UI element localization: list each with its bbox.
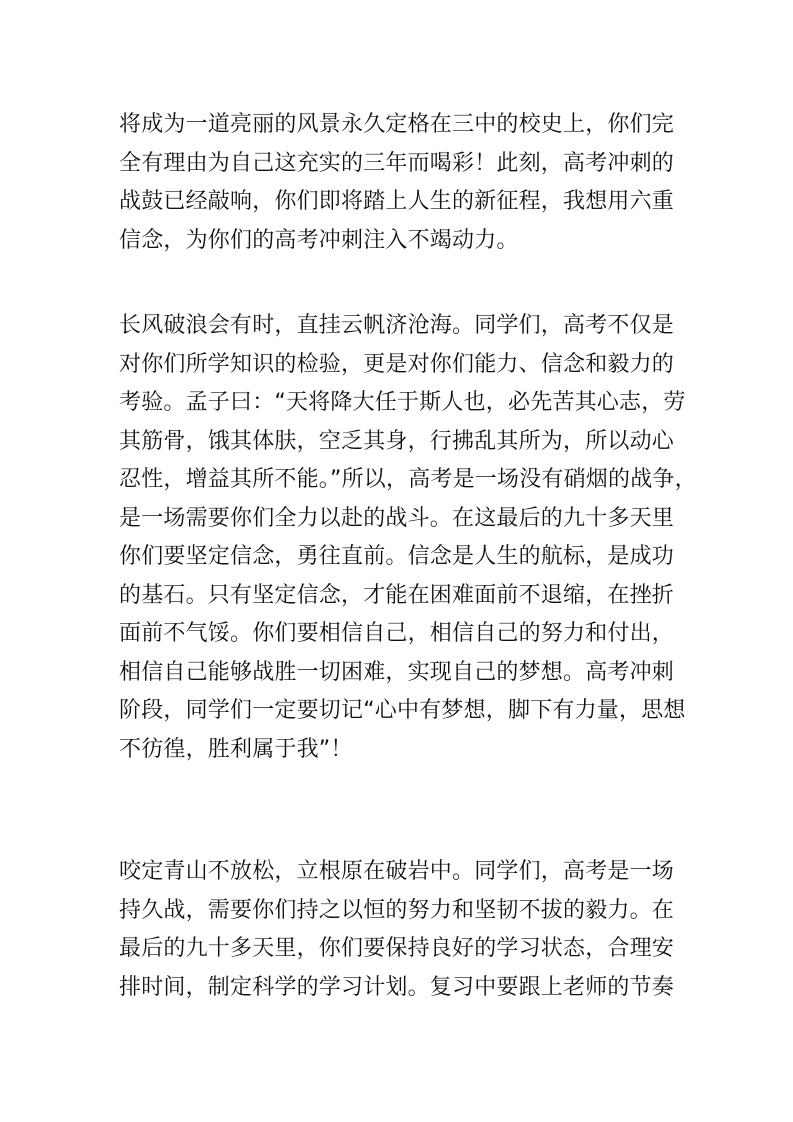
text-line: 最后的九十多天里，你们要保持良好的学习状态，合理安	[119, 936, 675, 961]
text-line: 战鼓已经敲响，你们即将踏上人生的新征程，我想用六重	[119, 189, 675, 214]
text-line: 信念，为你们的高考冲刺注入不竭动力。	[119, 227, 519, 253]
text-line: 长风破浪会有时，直挂云帆济沧海。同学们，高考不仅是	[119, 313, 675, 338]
text-line: 排时间，制定科学的学习计划。复习中要跟上老师的节奏	[119, 974, 675, 1000]
text-line: 将成为一道亮丽的风景永久定格在三中的校史上，你们完	[119, 112, 675, 137]
paragraph-3	[119, 853, 699, 1007]
text-line: 是一场需要你们全力以赴的战斗。在这最后的九十多天里	[119, 505, 675, 531]
text-line: 面前不气馁。你们要相信自己，相信自己的努力和付出，	[119, 621, 675, 646]
text-line: 对你们所学知识的检验，更是对你们能力、信念和毅力的	[119, 351, 675, 377]
text-line: 持久战，需要你们持之以恒的努力和坚韧不拔的毅力。在	[119, 897, 675, 923]
paragraph-2	[119, 307, 699, 769]
text-line: 忍性，增益其所不能。”所以，高考是一场没有硝烟的战争，	[119, 467, 697, 492]
text-line: 阶段，同学们一定要切记“心中有梦想，脚下有力量，思想	[119, 698, 686, 723]
text-line: 相信自己能够战胜一切困难，实现自己的梦想。高考冲刺	[119, 659, 675, 685]
text-line: 全有理由为自己这充实的三年而喝彩！此刻，高考冲刺的	[119, 150, 675, 176]
text-line: 其筋骨，饿其体肤，空乏其身，行拂乱其所为，所以动心	[119, 428, 675, 454]
text-line: 你们要坚定信念，勇往直前。信念是人生的航标，是成功	[119, 544, 675, 569]
text-line: 咬定青山不放松，立根原在破岩中。同学们，高考是一场	[119, 859, 675, 884]
paragraph-1	[119, 106, 699, 260]
text-line: 不彷徨，胜利属于我”！	[119, 736, 353, 762]
text-line: 的基石。只有坚定信念，才能在困难面前不退缩，在挫折	[119, 582, 675, 608]
text-line: 考验。孟子曰：“天将降大任于斯人也，必先苦其心志，劳	[119, 390, 686, 415]
